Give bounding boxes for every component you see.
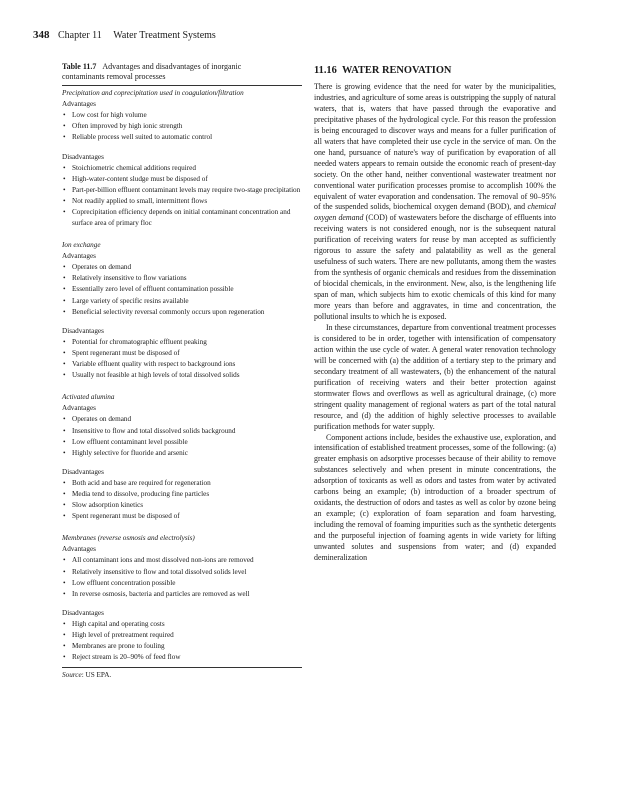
advantage-item: • Relatively insensitive to flow variations bbox=[62, 273, 302, 284]
disadvantage-item: • Reject stream is 20–90% of feed flow bbox=[62, 652, 302, 663]
disadvantages-heading: Disadvantages bbox=[62, 326, 104, 335]
disadvantages-heading: Disadvantages bbox=[62, 467, 104, 476]
disadvantage-item: • Slow adsorption kinetics bbox=[62, 500, 302, 511]
advantage-item: • Operates on demand bbox=[62, 414, 302, 425]
advantage-item: • Often improved by high ionic strength bbox=[62, 121, 302, 132]
advantage-item: • All contaminant ions and most dissolved non-ions are removed bbox=[62, 555, 302, 566]
table-body bbox=[62, 88, 302, 663]
advantage-item: • Relatively insensitive to flow and total dissolved solids level bbox=[62, 567, 302, 578]
advantage-item: • Low effluent contaminant level possible bbox=[62, 437, 302, 448]
chapter-label: Chapter 11 bbox=[58, 30, 102, 41]
section-number: 11.16 bbox=[314, 65, 337, 76]
advantages-list bbox=[62, 414, 302, 458]
table-column bbox=[62, 62, 302, 680]
disadvantage-item: • Not readily applied to small, intermittent flows bbox=[62, 196, 302, 207]
table-top-rule bbox=[62, 85, 302, 86]
disadvantage-item: • Spent regenerant must be disposed of bbox=[62, 511, 302, 522]
section-heading bbox=[314, 64, 556, 78]
advantage-item: • Reliable process well suited to automatic control bbox=[62, 132, 302, 143]
table-label: Table 11.7 bbox=[62, 62, 97, 71]
paragraph-2: In these circumstances, departure from conventional treatment processes is considered to be in order, together with intensification of compensatory action within the use cycle of water. A general water renovation technology will be concerned with (a) the addition of a tertiary step to the primary and secondary treatment of all wastewaters, (b) the enhancement of the natural purification of receiving waters and their better protection against stormwater flows and overflows as well as agricultural drainage, (c) more stringent quality management of regional waters as part of the total natural resource, and (d) the addition of highly selective processes to available purification methods for water supply. bbox=[314, 322, 556, 431]
disadvantages-list bbox=[62, 337, 302, 381]
advantage-item: • Insensitive to flow and total dissolved solids background bbox=[62, 426, 302, 437]
advantage-item: • Low cost for high volume bbox=[62, 110, 302, 121]
table-source bbox=[62, 670, 302, 680]
advantages-list bbox=[62, 555, 302, 599]
advantage-item: • Low effluent concentration possible bbox=[62, 578, 302, 589]
disadvantage-item: • Potential for chromatographic effluent peaking bbox=[62, 337, 302, 348]
advantage-item: • Large variety of specific resins available bbox=[62, 296, 302, 307]
disadvantages-list bbox=[62, 478, 302, 522]
disadvantage-item: • Both acid and base are required for regeneration bbox=[62, 478, 302, 489]
disadvantage-item: • High-water-content sludge must be disposed of bbox=[62, 174, 302, 185]
advantages-heading: Advantages bbox=[62, 545, 96, 554]
paragraph-1-part-b: (COD) of wastewaters before the discharge of effluents into receiving waters is not considered enough, nor is the subsequent natural purification of receiving waters for reuse by man accepted as sufficiently rigorous to assure the safety and palatability as well as the general usefulness of such waters. There are new pollutants, among them the wastes from the synthesis of organic chemicals and residues from the dissemination of biocidal chemicals, in the environment. New, also, is the lengthening life span of man, which subjects him to exotic chemicals of this kind for many more years than before and aggravates, in time and concentration, the pollutional insults to which he is exposed. bbox=[314, 213, 556, 322]
disadvantage-item: • High capital and operating costs bbox=[62, 619, 302, 630]
table-section-title: Activated alumina bbox=[62, 393, 115, 402]
table-caption-line-2: contaminants removal processes bbox=[62, 72, 166, 81]
disadvantage-item: • Stoichiometric chemical additions required bbox=[62, 163, 302, 174]
advantages-heading: Advantages bbox=[62, 100, 96, 109]
disadvantage-item: • Coprecipitation efficiency depends on initial contaminant concentration and surface area of primary floc bbox=[62, 207, 302, 229]
advantage-item: • Highly selective for fluoride and arsenic bbox=[62, 448, 302, 459]
paragraph-1 bbox=[314, 82, 556, 323]
paragraph-1-emphasis: chemical oxygen demand bbox=[314, 202, 556, 223]
advantages-heading: Advantages bbox=[62, 252, 96, 261]
paragraph-1-part-a: There is growing evidence that the need for water by the municipalities, industries, and agriculture of some areas is outstripping the supply of natural waters, that is, waters that have passed through the evaporative and precipitative phases of the hydrological cycle. For this reason the profession is being encouraged to discover ways and means for a fuller purification of all waters that have completed their use cycle in the service of man. On the one hand, pursuance of nature's way of purification by evaporation of all needed waters appears to remain outside the economic reach of present-day society. On the other hand, neither conventional wastewater treatment nor conventional water purification processes promise to accomplish 100% the equivalent of water evaporation and condensation. The removal of 90–95% of the suspended solids, biochemical oxygen demand (BOD), and bbox=[314, 82, 556, 212]
disadvantages-heading: Disadvantages bbox=[62, 608, 104, 617]
disadvantage-item: • Media tend to dissolve, producing fine particles bbox=[62, 489, 302, 500]
section-title: WATER RENOVATION bbox=[342, 65, 452, 76]
source-text: : US EPA. bbox=[81, 671, 112, 680]
article-column bbox=[314, 64, 556, 564]
table-caption-line-1: Advantages and disadvantages of inorganic bbox=[102, 62, 242, 71]
disadvantages-list bbox=[62, 163, 302, 230]
disadvantage-item: • Spent regenerant must be disposed of bbox=[62, 348, 302, 359]
advantage-item: • In reverse osmosis, bacteria and particles are removed as well bbox=[62, 589, 302, 600]
chapter-title: Water Treatment Systems bbox=[113, 30, 216, 41]
disadvantage-item: • Usually not feasible at high levels of total dissolved solids bbox=[62, 370, 302, 381]
disadvantage-item: • Part-per-billion effluent contaminant levels may require two-stage precipitation bbox=[62, 185, 302, 196]
advantage-item: • Essentially zero level of effluent contamination possible bbox=[62, 284, 302, 295]
advantages-heading: Advantages bbox=[62, 404, 96, 413]
disadvantages-list bbox=[62, 619, 302, 663]
disadvantages-heading: Disadvantages bbox=[62, 152, 104, 161]
advantages-list bbox=[62, 262, 302, 317]
advantage-item: • Beneficial selectivity reversal commonly occurs upon regeneration bbox=[62, 307, 302, 318]
paragraph-3: Component actions include, besides the exhaustive use, exploration, and intensification of established treatment processes, some of the following: (a) greater emphasis on adsorptive processes because of their ability to remove substances selectively and when present in minute concentrations, the adsorption of toxicants as well as odors and tastes from water by activated carbons being an example; (b) introduction of a broader spectrum of oxidants, the destruction of odors and tastes as well as color by ozone being an example; (c) exploration of foam separation and foam harvesting, including the removal of foaming impurities such as the synthetic detergents and the purposeful injection of foaming agents in wide variety for lifting unwanted solutes and suspensions from water; and (d) expanded demineralization bbox=[314, 432, 556, 562]
advantage-item: • Operates on demand bbox=[62, 262, 302, 273]
table-section-title: Membranes (reverse osmosis and electrolysis) bbox=[62, 534, 195, 543]
running-header bbox=[33, 28, 593, 42]
page-number: 348 bbox=[33, 29, 50, 41]
disadvantage-item: • Variable effluent quality with respect to background ions bbox=[62, 359, 302, 370]
advantages-list bbox=[62, 110, 302, 143]
table-section-title: Ion exchange bbox=[62, 241, 101, 250]
disadvantage-item: • Membranes are prone to fouling bbox=[62, 641, 302, 652]
disadvantage-item: • High level of pretreatment required bbox=[62, 630, 302, 641]
table-caption bbox=[62, 62, 302, 82]
table-section-title: Precipitation and coprecipitation used in coagulation/filtration bbox=[62, 89, 244, 97]
source-label: Source bbox=[62, 671, 82, 680]
table-bottom-rule bbox=[62, 667, 302, 668]
